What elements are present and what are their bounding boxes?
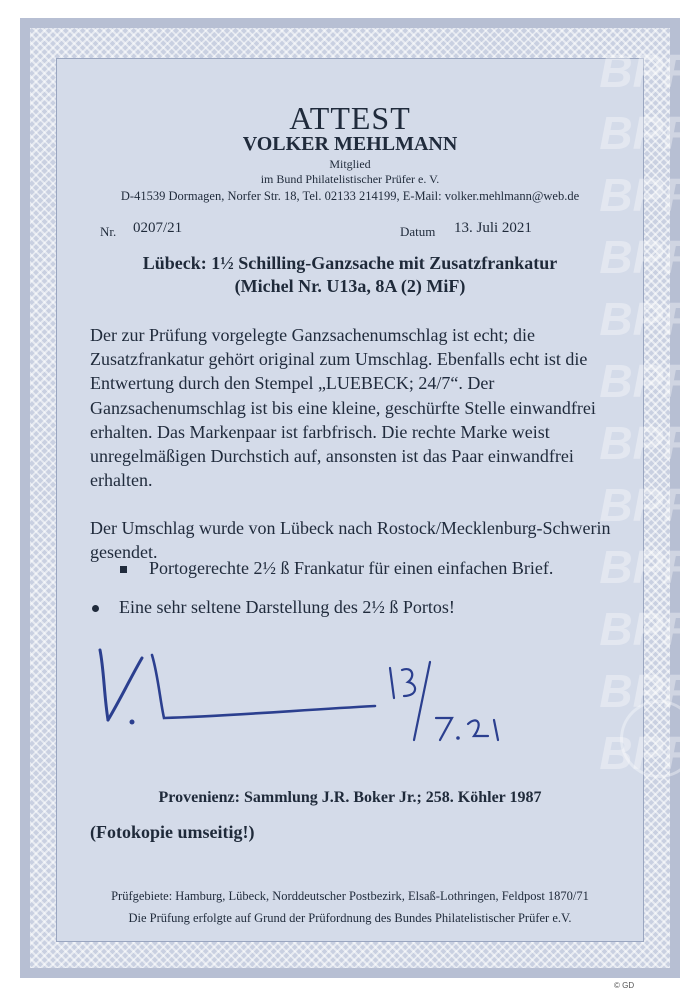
examiner-address: D-41539 Dormagen, Norfer Str. 18, Tel. 02133 214199, E-Mail: volker.mehlmann@web.de <box>120 189 580 203</box>
membership-line-2: im Bund Philatelistischer Prüfer e. V. <box>260 172 440 186</box>
date-label: Datum <box>400 224 436 239</box>
round-bullet-icon <box>92 605 99 612</box>
corner-logo: © GD <box>614 981 635 990</box>
photocopy-note: (Fotokopie umseitig!) <box>90 822 255 842</box>
examination-paragraph: Der zur Prüfung vorgelegte Ganzsachenumschlag ist echt; die Zusatzfrankatur gehört original zum Umschlag. Ebenfalls echt ist die Entwertung durch den Stempel „LUEBECK; 24/7“. Der Ganzsachenumschlag ist bis eine kleine, geschürfte Stelle einwandfrei erhalten. Das Markenpaar ist farbfrisch. Die rechte Marke weist unregelmäßigen Durchstich auf, ansonsten ist das Paar einwandfrei erhalten. <box>90 325 596 491</box>
certificate-date: 13. Juli 2021 <box>454 220 532 236</box>
certificate-number-label: Nr. <box>100 224 117 239</box>
bullet-postage: Portogerechte 2½ ß Frankatur für einen einfachen Brief. <box>120 558 553 579</box>
provenance: Provenienz: Sammlung J.R. Boker Jr.; 258. Köhler 1987 <box>158 789 542 806</box>
item-heading-line-2: (Michel Nr. U13a, 8A (2) MiF) <box>234 276 466 296</box>
examiner-name: VOLKER MEHLMANN <box>242 133 458 155</box>
item-heading-line-1: Lübeck: 1½ Schilling-Ganzsache mit Zusatzfrankatur <box>142 253 558 273</box>
square-bullet-icon <box>120 566 127 573</box>
certificate-number: 0207/21 <box>133 220 183 236</box>
embossed-seal <box>620 700 698 778</box>
membership-line-1: Mitglied <box>329 157 371 171</box>
bpp-watermark: BPP BPP BPP BPP BPP BPP BPP BPP BPP BPP BPP BPP <box>599 45 694 779</box>
attest-title: ATTEST <box>289 100 411 136</box>
route-paragraph: Der Umschlag wurde von Lübeck nach Rostock/Mecklenburg-Schwerin gesendet. <box>90 518 611 563</box>
regulation-note: Die Prüfung erfolgte auf Grund der Prüfordnung des Bundes Philatelistischer Prüfer e.V. <box>128 911 572 925</box>
handwritten-signature <box>90 640 530 750</box>
bullet-rarity: Eine sehr seltene Darstellung des 2½ ß Portos! <box>92 597 455 618</box>
examination-fields: Prüfgebiete: Hamburg, Lübeck, Norddeutscher Postbezirk, Elsaß-Lothringen, Feldpost 1870/71 <box>111 889 589 903</box>
